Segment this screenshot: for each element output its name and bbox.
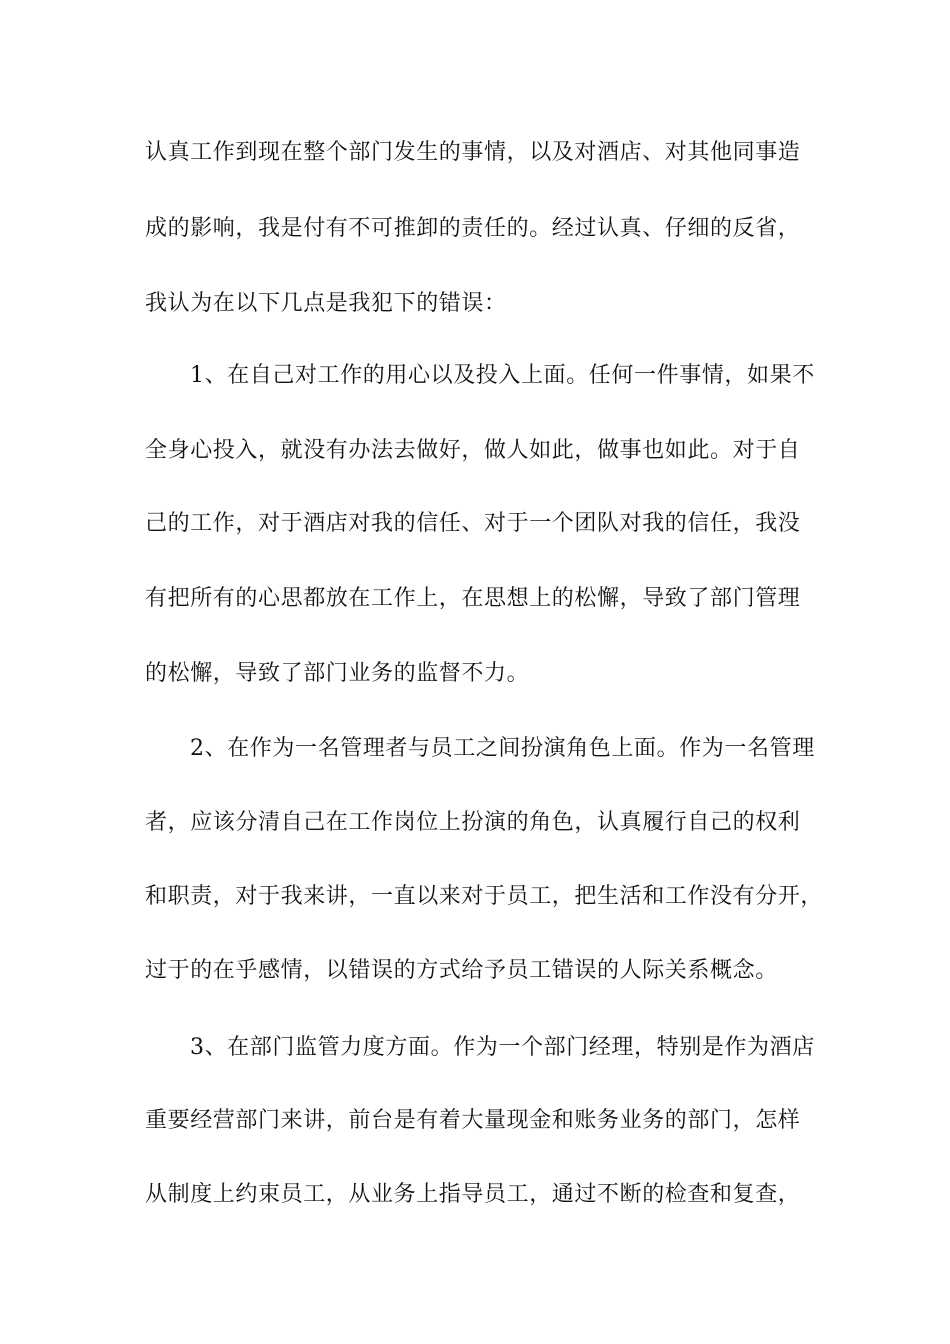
- text-line: 者，应该分清自己在工作岗位上扮演的角色，认真履行自己的权利: [145, 810, 801, 835]
- paragraph-2-first-line: 2、在作为一名管理者与员工之间扮演角色上面。作为一名管理: [190, 736, 815, 761]
- text-line: 重要经营部门来讲，前台是有着大量现金和账务业务的部门，怎样: [145, 1108, 801, 1133]
- paragraph-3-first-line: 3、在部门监管力度方面。作为一个部门经理，特别是作为酒店: [190, 1035, 815, 1060]
- text-line: 和职责，对于我来讲，一直以来对于员工，把生活和工作没有分开，: [145, 884, 824, 909]
- text-line: 的松懈，导致了部门业务的监督不力。: [145, 661, 530, 686]
- text-line: 己的工作，对于酒店对我的信任、对于一个团队对我的信任，我没: [145, 511, 801, 536]
- text-line: 认真工作到现在整个部门发生的事情，以及对酒店、对其他同事造: [145, 140, 801, 165]
- text-line: 有把所有的心思都放在工作上，在思想上的松懈，导致了部门管理: [145, 586, 801, 611]
- text-line: 过于的在乎感情，以错误的方式给予员工错误的人际关系概念。: [145, 958, 778, 983]
- text-line: 我认为在以下几点是我犯下的错误：: [145, 291, 507, 316]
- text-line: 全身心投入，就没有办法去做好，做人如此，做事也如此。对于自: [145, 438, 801, 463]
- text-line: 从制度上约束员工，从业务上指导员工，通过不断的检查和复查，: [145, 1182, 801, 1207]
- text-line: 成的影响，我是付有不可推卸的责任的。经过认真、仔细的反省，: [145, 216, 801, 241]
- paragraph-1-first-line: 1、在自己对工作的用心以及投入上面。任何一件事情，如果不: [190, 363, 815, 388]
